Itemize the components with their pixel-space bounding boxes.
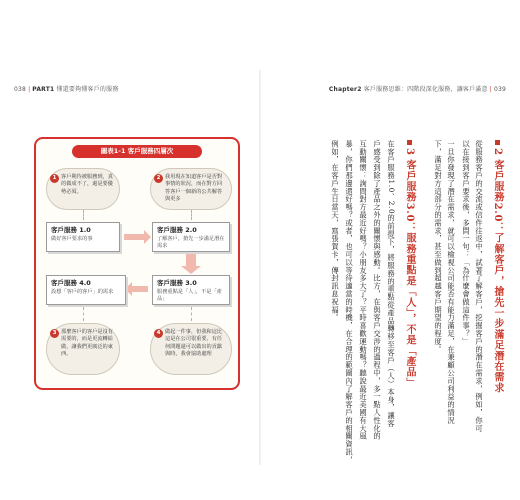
- arrow-right: [124, 234, 144, 240]
- paragraph-line: 一旦你發現了潛在需求，就可以檢視公司能否有能力滿足，在兼顧公司利益的情況: [447, 140, 456, 425]
- level-title-4: 客戶服務 4.0: [51, 279, 91, 287]
- level-title-2: 客戶服務 2.0: [157, 226, 197, 234]
- figure-title: 圖表1-1 客戶服務四層次: [72, 145, 202, 158]
- section-heading-2: 2 客戶服務2.0：了解客戶，搶先一步滿足潛在需求: [490, 140, 505, 393]
- level-card-1: [46, 222, 120, 252]
- cloud-number-4: 4: [154, 329, 163, 338]
- level-card-3: [152, 275, 230, 305]
- thought-cloud-1: [46, 168, 120, 210]
- left-header-title: 懂還要夠懂客戶的服務: [56, 86, 119, 93]
- book-gutter: [259, 70, 261, 465]
- arrow-down: [186, 254, 196, 266]
- left-running-header: 038 | PART1 懂還要夠懂客戶的服務: [14, 86, 119, 93]
- left-part-label: PART1: [32, 86, 55, 93]
- cloud-text-2: 我用現在知道客戶是否對事情的狀況，而在對方回答客戶一個新的公共解答與更多: [165, 174, 223, 203]
- thought-cloud-2: [150, 168, 232, 210]
- paragraph-line: 以在接到客戶要求後，多問一句：「為什麼會做這件事？」: [462, 140, 471, 346]
- paragraph-line: 暴，你們那邊還好嗎？或者，也可以等待適當的時機，在合理的範圍內了解客戶的相關資訊，: [345, 140, 354, 464]
- heading-marker-icon: [495, 140, 500, 145]
- section-heading-3: 3 客戶服務3.0：服務重點是「人」，不是「產品」: [402, 140, 417, 388]
- paragraph-line: 下，滿足對方這部分的需求，甚至做到超越客戶期望的程度。: [434, 140, 443, 354]
- cloud-number-3: 3: [50, 329, 59, 338]
- cloud-text-1: 客戶期待被服務到，真的做成不了，還是要優勢必須。: [61, 174, 113, 195]
- cloud-number-1: 1: [50, 174, 59, 183]
- level-card-2: [152, 222, 230, 252]
- cloud-connector-4: [191, 307, 192, 321]
- cloud-connector-3: [83, 307, 84, 321]
- right-chapter-label: Chapter2: [328, 86, 362, 93]
- thought-cloud-4: [150, 323, 232, 375]
- paragraph-line: 從服務客戶的交流或信件往返中，試著了解客戶，挖掘客戶的潛在需求，例如，你可: [475, 140, 484, 433]
- level-title-3: 客戶服務 3.0: [157, 279, 197, 287]
- right-running-header: Chapter2 客戶服務思維：四階段深化服務，讓客戶滿意 | 039: [328, 86, 506, 93]
- service-levels-figure: [34, 137, 240, 390]
- heading-marker-icon: [407, 140, 412, 145]
- left-page-number: 038: [14, 86, 27, 93]
- level-desc-1: 做好客戶要求的事: [51, 236, 93, 242]
- cloud-text-4: 做起一件事，但我和這比這是在公司很重要，有任何問題還可以做出的貢獻與時，我會協助處理: [165, 329, 223, 358]
- thought-cloud-3: [46, 323, 120, 375]
- paragraph-line: 互動關懷：詢問對方最近好嗎？小朋友多大了？平時喜歡運動嗎？聽說最近美國有大風: [359, 140, 368, 441]
- level-desc-4: 設想「客戶的客戶」的需求: [51, 289, 114, 295]
- level-card-4: [46, 275, 126, 305]
- arrow-left: [132, 286, 148, 292]
- cloud-connector-2: [191, 210, 192, 220]
- paragraph-line: 戶感受到除了產品之外的關懷與感動。比方，在與客戶交涉的過程中，多一點人性化的: [373, 140, 382, 441]
- level-title-1: 客戶服務 1.0: [51, 226, 91, 234]
- right-page-number: 039: [493, 86, 506, 93]
- cloud-number-2: 2: [154, 174, 163, 183]
- level-desc-3: 服務重點是「人」，不是「產品」: [157, 289, 222, 302]
- cloud-text-3: 那麼客戶的客戶是沒有需要的，而是更流轉給做，讓我們更廣泛的東西。: [61, 329, 113, 358]
- paragraph-line: 在客戶服務1.0、2.0的前提下，將服務的重點從產品轉移至客戶（人）本身，讓客: [387, 140, 396, 428]
- paragraph-line: 例如，在客戶生日當天，寫張賀卡，傳封訊息祝福。: [331, 140, 340, 322]
- level-desc-2: 了解客戶，搶先一步滿足潛在需求: [157, 236, 225, 249]
- right-header-title: 客戶服務思維：四階段深化服務，讓客戶滿意: [363, 86, 488, 93]
- cloud-connector-1: [83, 210, 84, 220]
